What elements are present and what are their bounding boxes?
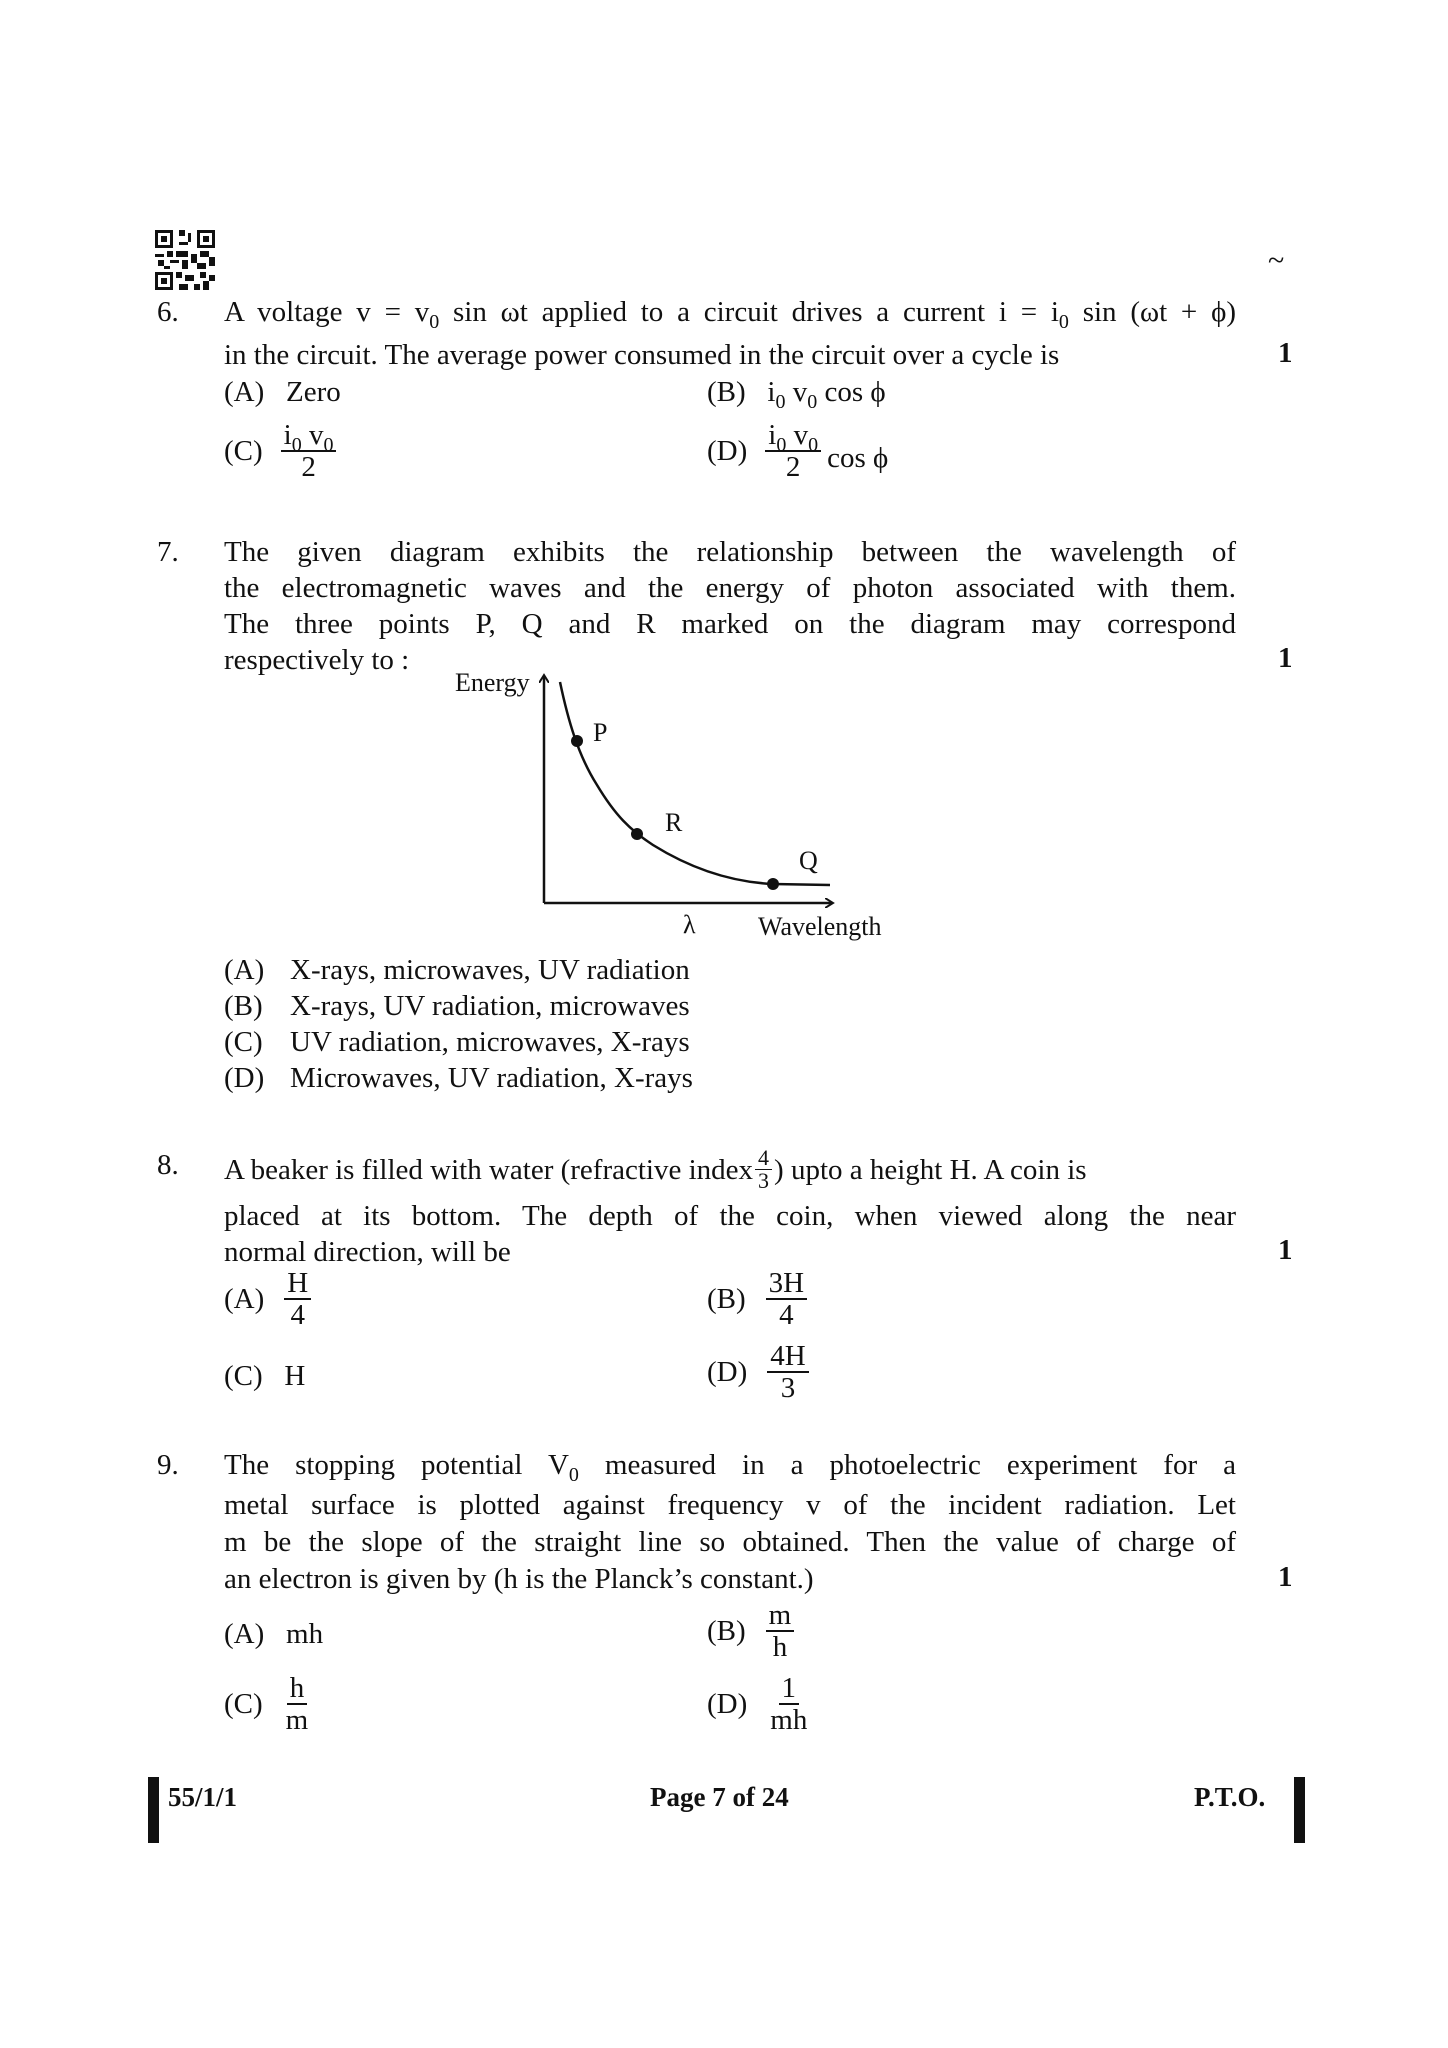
option-c[interactable]: (C) UV radiation, microwaves, X-rays xyxy=(224,1026,690,1058)
page-number: Page 7 of 24 xyxy=(650,1782,789,1812)
question-text-line: The given diagram exhibits the relationship between the wavelength of xyxy=(224,536,1236,568)
question-text-line: the electromagnetic waves and the energy of photon associated with them. xyxy=(224,572,1236,604)
option-d[interactable]: (D) $\frac{4H}{3}$ xyxy=(707,1341,809,1403)
marks-label: 1 xyxy=(1278,337,1293,369)
energy-curve xyxy=(560,682,830,885)
option-a[interactable]: (A) mh xyxy=(224,1618,324,1650)
question-text-line: A beaker is filled with water (refractive index $\frac{4}{3}$ ) upto a height H. A coin is xyxy=(224,1145,1087,1193)
option-c[interactable]: (C) $\frac{i_0 v_0}{2}$ xyxy=(224,420,336,482)
question-text-line: normal direction, will be xyxy=(224,1236,511,1268)
option-d[interactable]: (D) Microwaves, UV radiation, X-rays xyxy=(224,1062,693,1094)
question-text-line: placed at its bottom. The depth of the coin, when viewed along the near xyxy=(224,1200,1236,1232)
energy-wavelength-diagram xyxy=(440,660,960,960)
marks-label: 1 xyxy=(1278,1561,1293,1593)
question-text-line: A voltage $v = v_0$ sin ωt applied to a circuit drives a current $i = i_0$ sin (ωt + ϕ) xyxy=(224,296,1236,333)
marks-label: 1 xyxy=(1278,1234,1293,1266)
point-r-label: R xyxy=(665,808,683,837)
point-q-label: Q xyxy=(799,846,818,875)
question-text-line: m be the slope of the straight line so obtained. Then the value of charge of xyxy=(224,1526,1236,1558)
paper-code: 55/1/1 xyxy=(168,1782,238,1812)
question-number: 6. xyxy=(157,296,179,328)
option-c[interactable]: (C) H xyxy=(224,1360,306,1392)
option-b[interactable]: (B) X-rays, UV radiation, microwaves xyxy=(224,990,690,1022)
option-d[interactable]: (D) $\frac{i_0 v_0}{2}$ cos ϕ xyxy=(707,419,889,483)
qr-code-icon xyxy=(155,230,215,290)
question-text-line: respectively to : xyxy=(224,644,410,676)
option-a[interactable]: (A) Zero xyxy=(224,376,341,408)
question-text-line: metal surface is plotted against frequency v of the incident radiation. Let xyxy=(224,1489,1236,1521)
question-text-line: in the circuit. The average power consumed in the circuit over a cycle is xyxy=(224,339,1060,371)
option-a[interactable]: (A) $\frac{H}{4}$ xyxy=(224,1268,311,1330)
pto-label: P.T.O. xyxy=(1194,1782,1266,1812)
marks-label: 1 xyxy=(1278,642,1293,674)
point-p-label: P xyxy=(593,718,608,747)
option-a[interactable]: (A) X-rays, microwaves, UV radiation xyxy=(224,954,690,986)
option-b[interactable]: (B) $\frac{3H}{4}$ xyxy=(707,1268,807,1330)
x-axis-label: Wavelength xyxy=(758,912,882,941)
question-text-line: an electron is given by (h is the Planck’s constant.) xyxy=(224,1563,814,1595)
footer-right-bar xyxy=(1294,1777,1305,1843)
question-number: 8. xyxy=(157,1149,179,1181)
question-text-line: The stopping potential $V_0$ measured in a photoelectric experiment for a xyxy=(224,1449,1236,1486)
point-q xyxy=(767,878,779,890)
y-axis-label: Energy xyxy=(455,668,530,697)
x-axis-symbol: λ xyxy=(683,910,696,939)
option-c[interactable]: (C) $\frac{h}{m}$ xyxy=(224,1672,309,1736)
question-text-line: The three points P, Q and R marked on the diagram may correspond xyxy=(224,608,1236,640)
question-number: 9. xyxy=(157,1449,179,1481)
option-b[interactable]: (B) $\frac{m}{h}$ xyxy=(707,1600,794,1662)
point-p xyxy=(571,735,583,747)
option-b[interactable]: (B) $i_0$ $v_0$ cos ϕ xyxy=(707,376,886,413)
point-r xyxy=(631,828,643,840)
question-number: 7. xyxy=(157,536,179,568)
tilde-mark: ~ xyxy=(1268,244,1285,277)
footer-left-bar xyxy=(148,1777,159,1843)
option-d[interactable]: (D) $\frac{1}{mh}$ xyxy=(707,1672,808,1736)
